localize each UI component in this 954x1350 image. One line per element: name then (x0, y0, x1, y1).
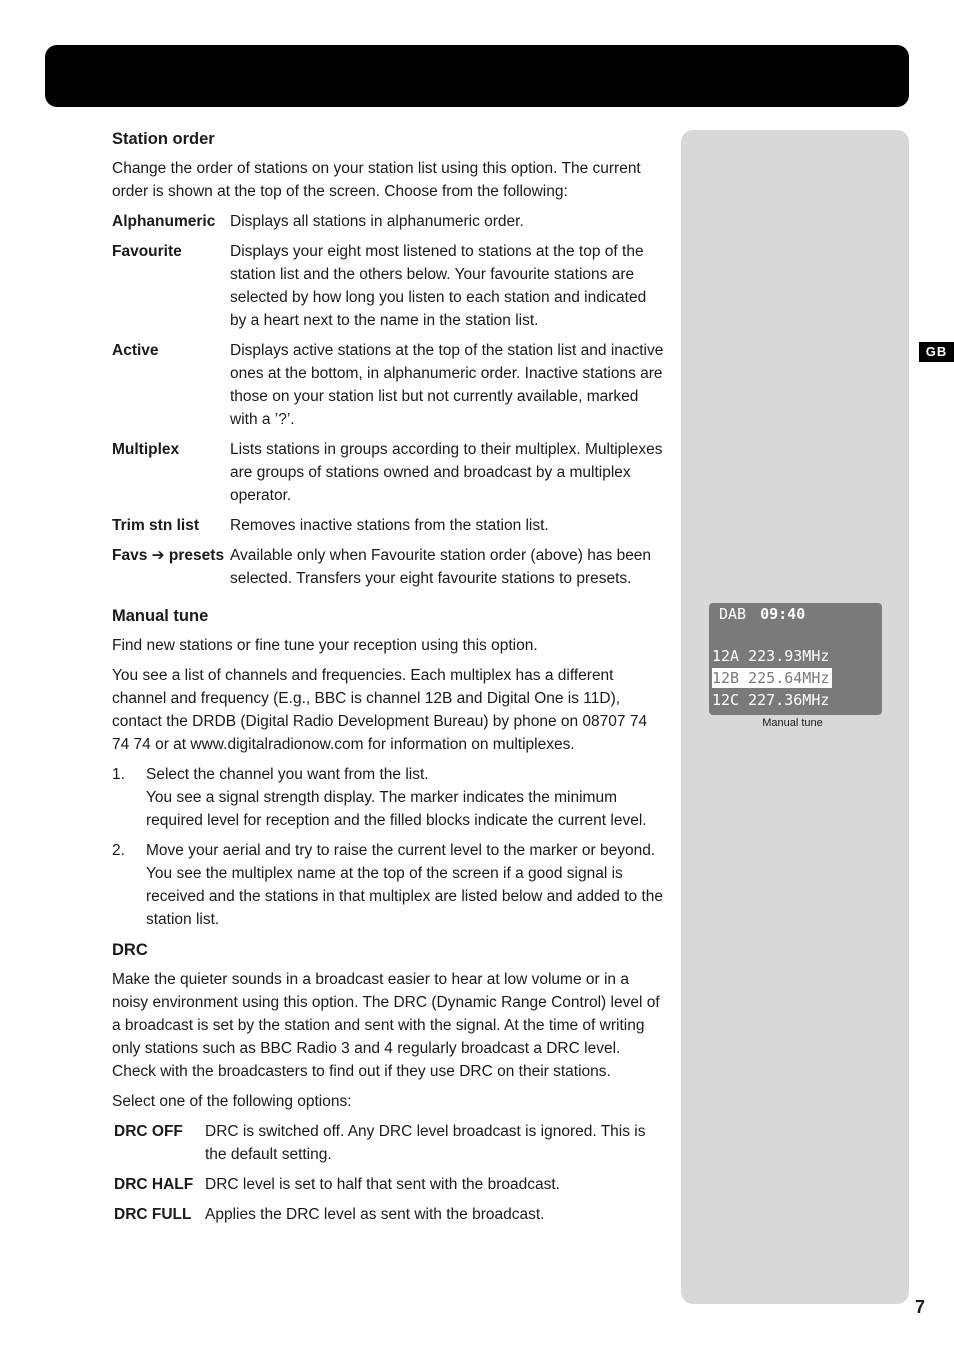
drc-p2: Select one of the following options: (112, 1093, 352, 1110)
option-row (112, 438, 666, 514)
option-row (112, 1203, 666, 1233)
step-main: Move your aerial and try to raise the current level to the marker or beyond. You see the multiplex name at the top of the screen if a good signal is received and the stations in that multiplex are listed below and added to the station list. (146, 842, 663, 928)
language-tab: GB (919, 342, 954, 362)
option-desc: Available only when Favourite station order (above) has been selected. Transfers your eight favourite stations to presets. (230, 547, 652, 587)
option-term: Favs ➔ presets (112, 547, 225, 564)
manual-tune-p1: Find new stations or fine tune your reception using this option. (112, 637, 538, 654)
option-desc: Removes inactive stations from the station list. (230, 517, 549, 534)
station-order-intro: Change the order of stations on your station list using this option. The current order is shown at the top of the screen. Choose from the following: (112, 160, 641, 200)
option-row (112, 339, 666, 438)
option-row (112, 514, 666, 544)
option-term: Multiplex (112, 441, 180, 458)
drc-options (112, 1120, 666, 1233)
step-item (112, 763, 666, 832)
lcd-mode: DAB (719, 605, 747, 623)
option-term: Active (112, 342, 159, 359)
option-term: Trim stn list (112, 517, 199, 534)
step-number: 1. (112, 766, 125, 783)
lcd-row-selected: 12B 225.64MHz (712, 668, 832, 688)
step-item (112, 839, 666, 931)
manual-tune-p2: You see a list of channels and frequencies. Each multiplex has a different channel and frequency (E.g., BBC is channel 12B and Digital One is 11D), contact the DRDB (Digital Radio Development Bureau) by phone on 08707 74 74 74 or at www.digitalradionow.com for information on multiplexes. (112, 667, 648, 753)
option-desc: Lists stations in groups according to their multiplex. Multiplexes are groups of stations owned and broadcast by a multiplex operator. (230, 441, 663, 504)
lcd-row: 12C 227.36MHz (712, 691, 830, 709)
step-main: Select the channel you want from the list. (146, 766, 429, 783)
lcd-caption: Manual tune (762, 717, 823, 729)
station-order-section (112, 127, 666, 597)
option-term: DRC OFF (114, 1123, 183, 1140)
drc-heading: DRC (112, 941, 148, 959)
manual-tune-steps (112, 763, 666, 931)
lcd-row: 12A 223.93MHz (712, 647, 830, 665)
option-term: Favourite (112, 243, 182, 260)
option-term: DRC FULL (114, 1206, 192, 1223)
option-row (112, 210, 666, 240)
option-desc: Applies the DRC level as sent with the broadcast. (205, 1206, 545, 1223)
option-desc: DRC level is set to half that sent with the broadcast. (205, 1176, 560, 1193)
option-row (112, 1173, 666, 1203)
drc-section (112, 938, 666, 1233)
option-row (112, 1120, 666, 1173)
manual-tune-heading: Manual tune (112, 607, 209, 625)
option-desc: DRC is switched off. Any DRC level broadcast is ignored. This is the default setting. (205, 1123, 646, 1163)
option-row (112, 544, 666, 597)
station-order-options (112, 210, 666, 597)
main-content (112, 127, 666, 1240)
page-number: 7 (914, 1297, 925, 1317)
lcd-status-line (719, 604, 805, 624)
step-number: 2. (112, 842, 125, 859)
lcd-display (709, 603, 882, 715)
station-order-heading: Station order (112, 130, 215, 148)
option-desc: Displays active stations at the top of the station list and inactive ones at the bottom, in alphanumeric order. Inactive stations are those on your station list but not currently available, marked with a ’?’. (230, 342, 664, 428)
option-term: Alphanumeric (112, 213, 216, 230)
option-row (112, 240, 666, 339)
option-desc: Displays your eight most listened to stations at the top of the station list and the others below. Your favourite stations are selected by how long you listen to each station and indicated by a heart next to the name in the station list. (230, 243, 647, 329)
option-desc: Displays all stations in alphanumeric order. (230, 213, 524, 230)
drc-p1: Make the quieter sounds in a broadcast easier to hear at low volume or in a noisy environment using this option. The DRC (Dynamic Range Control) level of a broadcast is set by the station and sent with the signal. At the time of writing only stations such as BBC Radio 3 and 4 regularly broadcast a DRC level. Check with the broadcasters to find out if they use DRC on their stations. (112, 971, 660, 1080)
step-extra: You see a signal strength display. The marker indicates the minimum required level for reception and the filled blocks indicate the current level. (146, 789, 647, 829)
manual-tune-section (112, 604, 666, 931)
option-term: DRC HALF (114, 1176, 194, 1193)
lcd-time: 09:40 (760, 605, 806, 623)
header-bar (45, 45, 909, 107)
